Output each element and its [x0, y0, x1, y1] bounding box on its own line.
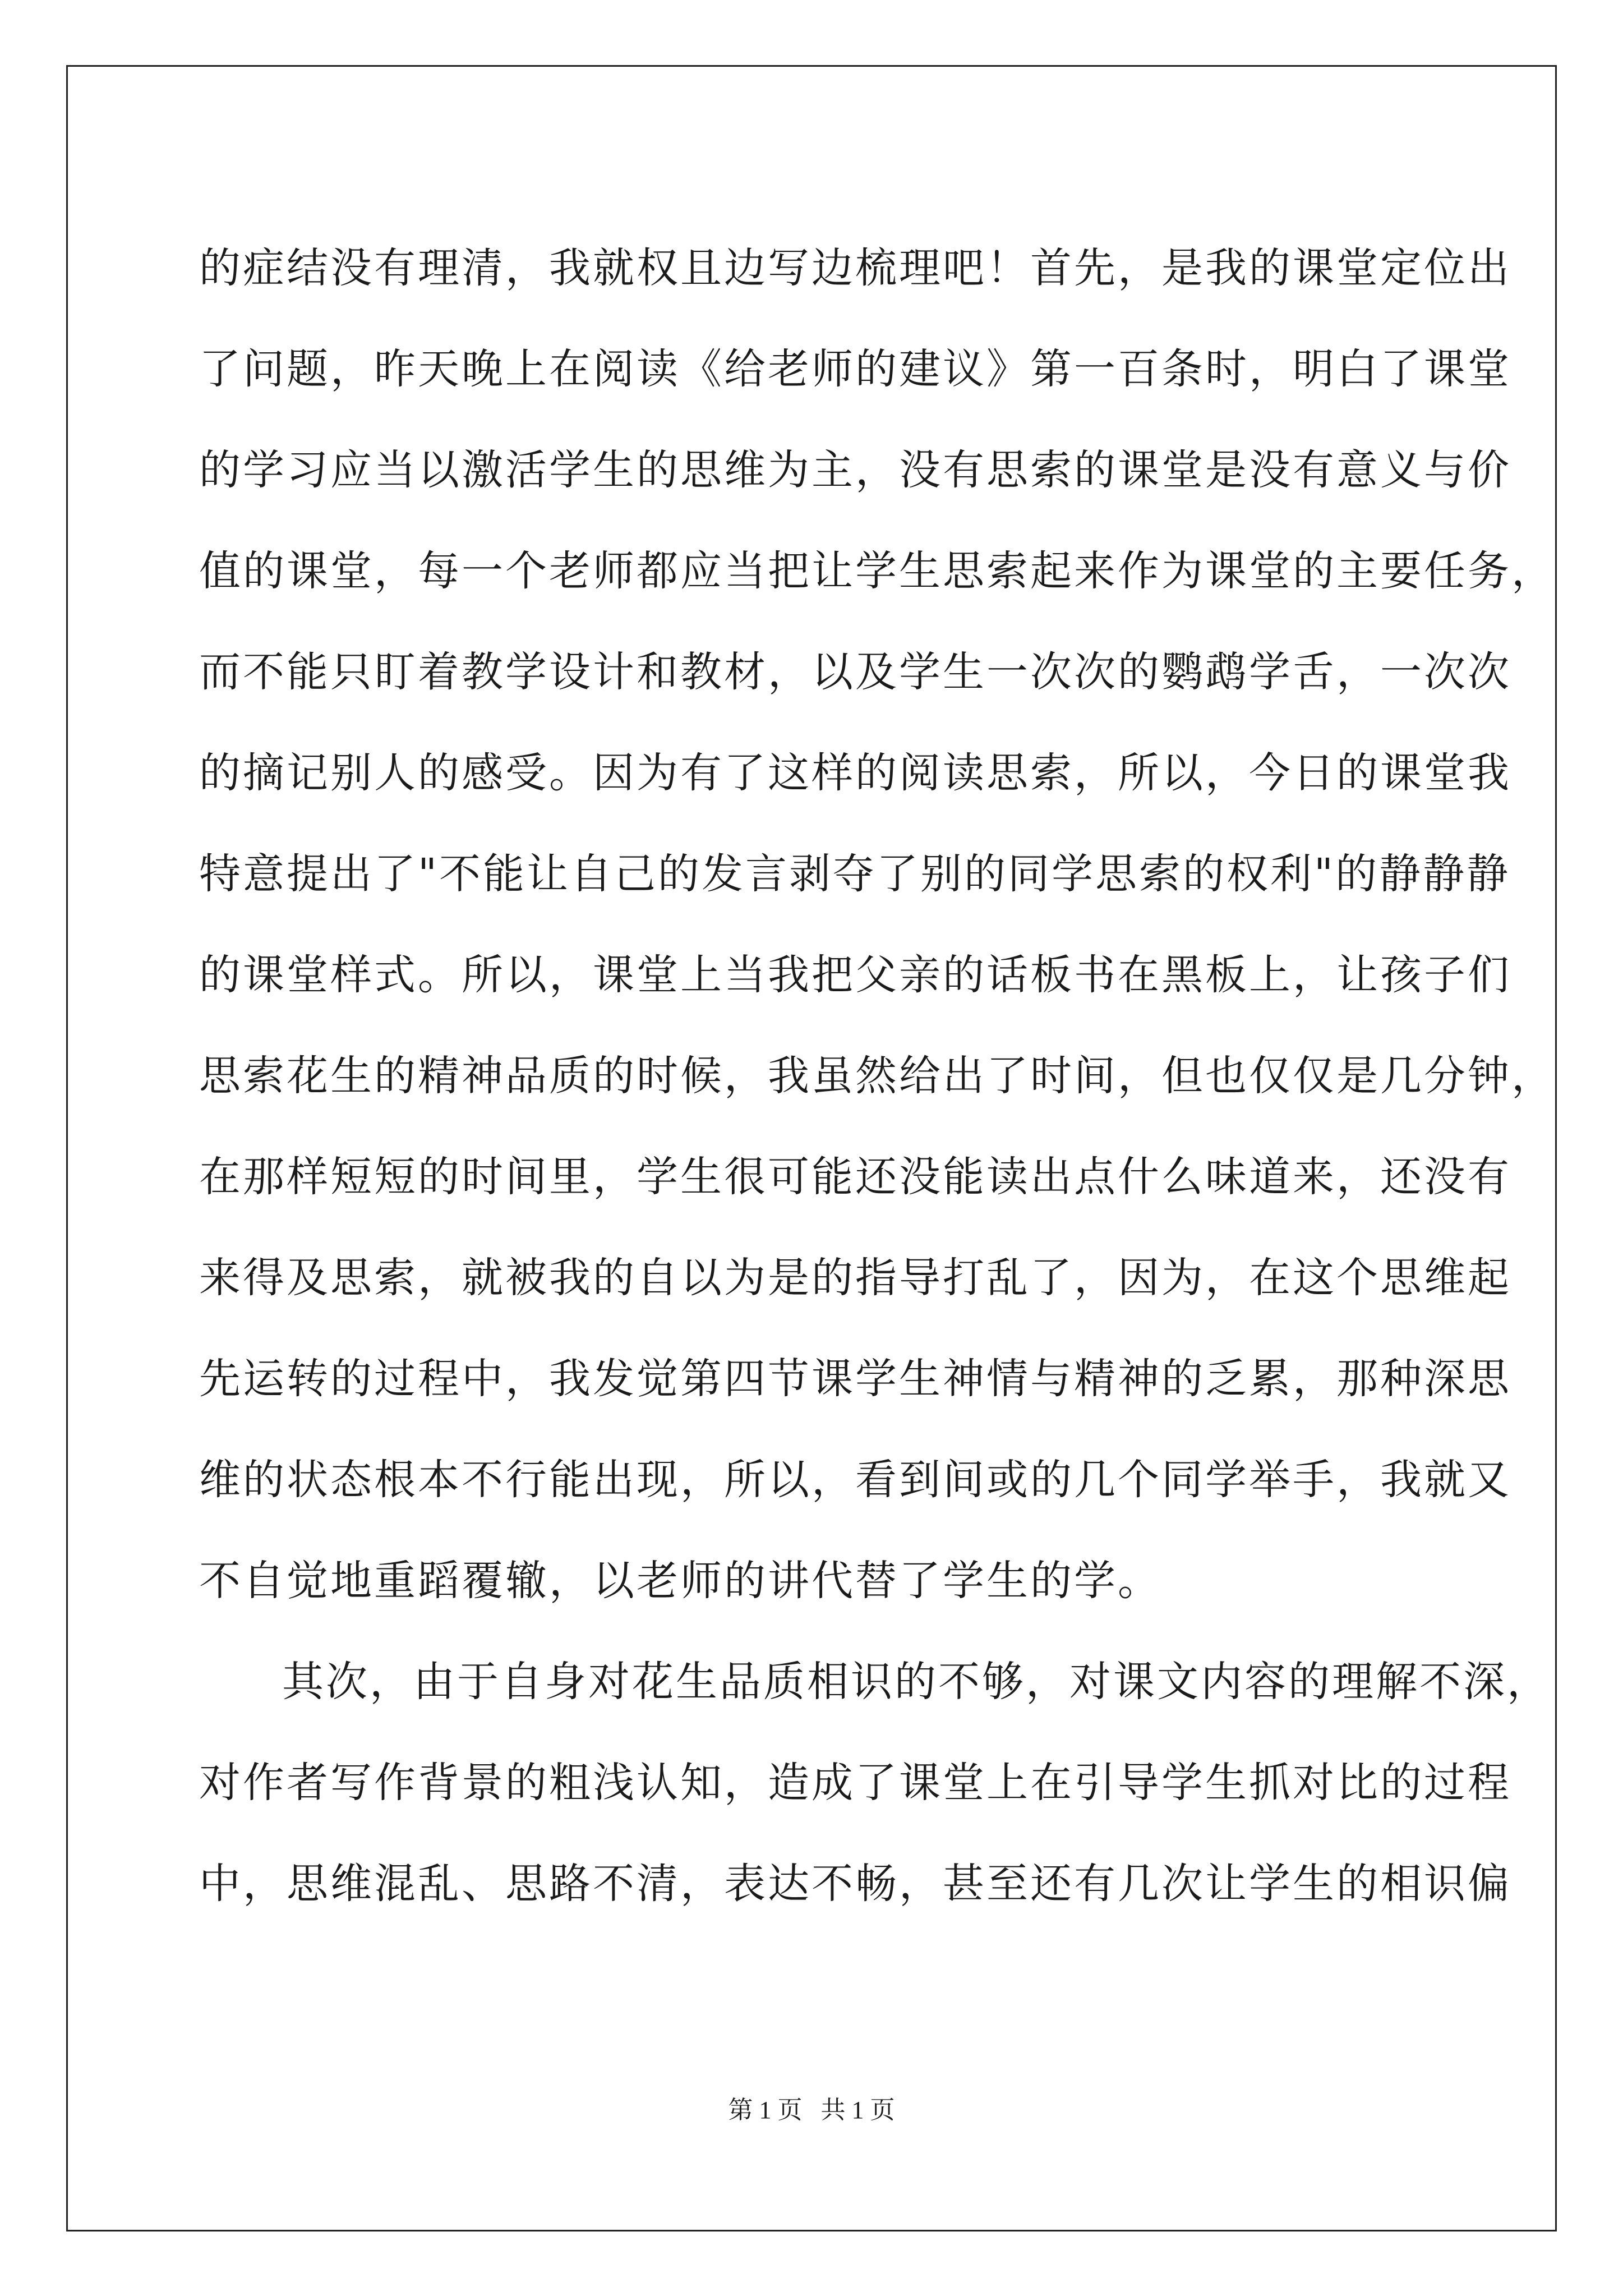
text-line: 的症结没有理清，我就权且边写边梳理吧！首先，是我的课堂定位出 [199, 244, 1511, 292]
text-line: 值的课堂，每一个老师都应当把让学生思索起来作为课堂的主要任务， [199, 547, 1555, 595]
text-line: 思索花生的精神品质的时候，我虽然给出了时间，但也仅仅是几分钟， [199, 1052, 1555, 1100]
text-line: 的课堂样式。所以，课堂上当我把父亲的话板书在黑板上，让孩子们 [199, 951, 1511, 999]
text-line: 的摘记别人的感受。因为有了这样的阅读思索，所以，今日的课堂我 [199, 749, 1511, 797]
text-line: 而不能只盯着教学设计和教材，以及学生一次次的鹦鹉学舌，一次次 [199, 648, 1511, 696]
text-line: 特意提出了"不能让自己的发言剥夺了别的同学思索的权利"的静静静 [199, 850, 1511, 898]
text-line: 的学习应当以激活学生的思维为主，没有思索的课堂是没有意义与价 [199, 446, 1511, 494]
text-line: 维的状态根本不行能出现，所以，看到间或的几个同学举手，我就又 [199, 1456, 1511, 1504]
text-line: 来得及思索，就被我的自以为是的指导打乱了，因为，在这个思维起 [199, 1254, 1511, 1302]
text-line: 在那样短短的时间里，学生很可能还没能读出点什么味道来，还没有 [199, 1153, 1511, 1201]
document-body [199, 218, 1555, 1934]
text-line: 不自觉地重蹈覆辙，以老师的讲代替了学生的学。 [199, 1557, 1161, 1605]
text-line: 中，思维混乱、思路不清，表达不畅，甚至还有几次让学生的相识偏 [199, 1860, 1511, 1908]
text-line: 对作者写作背景的粗浅认知，造成了课堂上在引导学生抓对比的过程 [199, 1759, 1511, 1807]
text-line: 了问题，昨天晚上在阅读《给老师的建议》第一百条时，明白了课堂 [199, 345, 1511, 393]
text-line: 先运转的过程中，我发觉第四节课学生神情与精神的乏累，那种深思 [199, 1355, 1511, 1403]
paragraph-first-line: 其次，由于自身对花生品质相识的不够，对课文内容的理解不深， [282, 1658, 1551, 1706]
page-number-footer: 第 1 页 共 1 页 [728, 2096, 895, 2124]
